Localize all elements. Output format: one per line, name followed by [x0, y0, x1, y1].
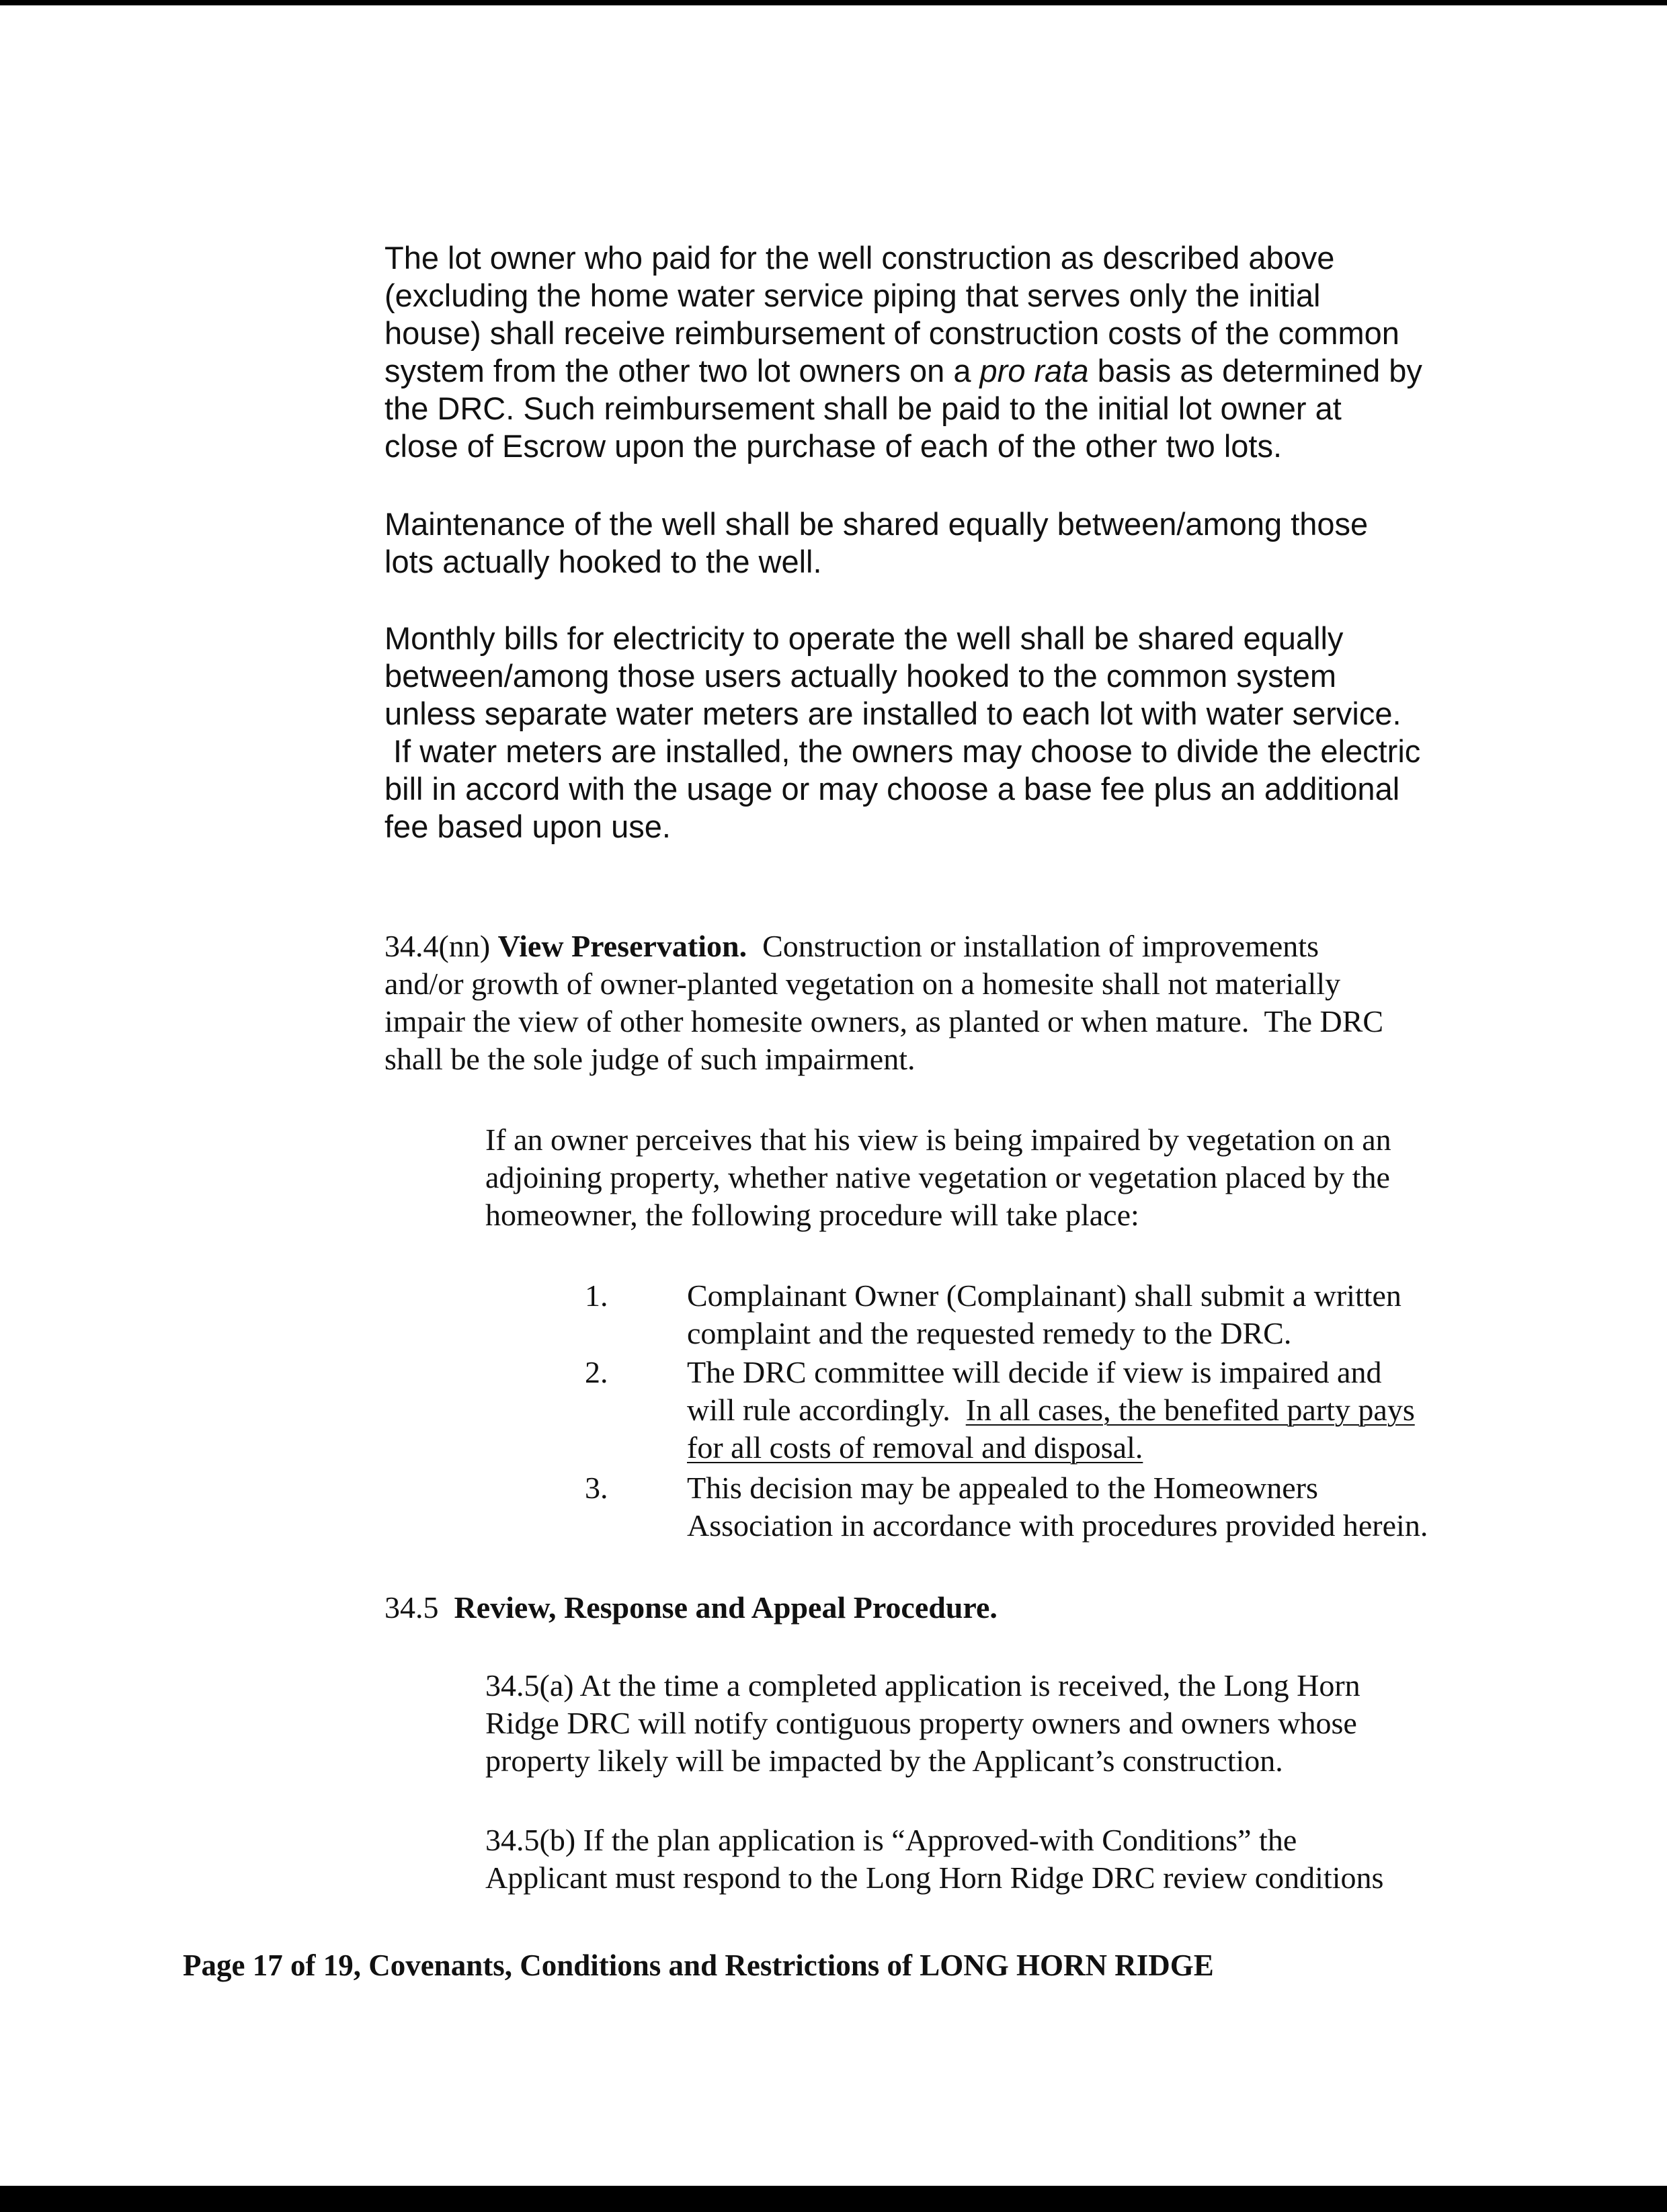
- section-34-5b-paragraph: [485, 1821, 1383, 1897]
- text-line: close of Escrow upon the purchase of each of the other two lots.: [384, 428, 1283, 464]
- list-item: [687, 1277, 1401, 1352]
- text-line: homeowner, the following procedure will take place:: [485, 1198, 1139, 1232]
- text-line: 34.5(a) At the time a completed application is received, the Long Horn: [485, 1668, 1360, 1703]
- text-line: If an owner perceives that his view is being impaired by vegetation on an: [485, 1122, 1391, 1157]
- underlined-text: for all costs of removal and disposal.: [687, 1430, 1143, 1465]
- list-item: [687, 1469, 1428, 1545]
- text-line: and/or growth of owner-planted vegetation on a homesite shall not materially: [384, 967, 1341, 1001]
- text-line: Monthly bills for electricity to operate the well shall be shared equally: [384, 620, 1344, 656]
- text-line: Ridge DRC will notify contiguous property owners and owners whose: [485, 1706, 1357, 1740]
- text-line: shall be the sole judge of such impairment.: [384, 1042, 916, 1076]
- text-line: [384, 352, 1422, 390]
- list-item: [687, 1354, 1415, 1467]
- section-number: 34.5: [384, 1590, 454, 1625]
- text-fragment: will rule accordingly.: [687, 1393, 966, 1427]
- list-item-number: 3.: [585, 1471, 608, 1505]
- text-line: bill in accord with the usage or may choose a base fee plus an additional: [384, 771, 1400, 807]
- text-line: The lot owner who paid for the well construction as described above: [384, 240, 1335, 276]
- text-line: the DRC. Such reimbursement shall be paid to the initial lot owner at: [384, 391, 1342, 426]
- well-reimbursement-paragraph: [384, 239, 1422, 465]
- text-line: If water meters are installed, the owners may choose to divide the electric: [384, 733, 1421, 769]
- text-line: lots actually hooked to the well.: [384, 544, 822, 579]
- text-line: The DRC committee will decide if view is impaired and: [687, 1355, 1382, 1389]
- scan-top-border: [0, 0, 1667, 5]
- section-heading: Review, Response and Appeal Procedure.: [454, 1590, 998, 1625]
- page-footer: Page 17 of 19, Covenants, Conditions and Restrictions of LONG HORN RIDGE: [183, 1949, 1214, 1982]
- section-number: 34.4(nn): [384, 929, 498, 963]
- well-maintenance-paragraph: [384, 505, 1368, 581]
- text-line: Association in accordance with procedures provided herein.: [687, 1508, 1428, 1543]
- text-line: This decision may be appealed to the Homeowners: [687, 1471, 1318, 1505]
- text-fragment: system from the other two lot owners on a: [384, 353, 980, 388]
- italic-term: pro rata: [979, 353, 1089, 388]
- section-34-5-heading: [384, 1589, 998, 1627]
- text-line: property likely will be impacted by the Applicant’s construction.: [485, 1744, 1283, 1778]
- scan-bottom-border: [0, 2186, 1667, 2212]
- text-line: [687, 1391, 1415, 1429]
- text-line: (excluding the home water service piping that serves only the initial: [384, 278, 1321, 313]
- text-line: [384, 928, 1383, 965]
- text-line: impair the view of other homesite owners, as planted or when mature. The DRC: [384, 1004, 1384, 1038]
- section-heading: View Preservation: [497, 929, 739, 963]
- text-line: Applicant must respond to the Long Horn Ridge DRC review conditions: [485, 1860, 1384, 1895]
- text-line: complaint and the requested remedy to the DRC.: [687, 1316, 1292, 1350]
- section-heading-period: .: [739, 929, 747, 963]
- underlined-text: In all cases, the benefited party pays: [965, 1393, 1415, 1427]
- section-34-5a-paragraph: [485, 1667, 1360, 1780]
- list-item-number: 2.: [585, 1355, 608, 1389]
- text-fragment: basis as determined by: [1088, 353, 1422, 388]
- text-fragment: Construction or installation of improvements: [747, 929, 1319, 963]
- view-preservation-section: [384, 928, 1383, 1078]
- list-item-number: 1.: [585, 1278, 608, 1313]
- procedure-intro-paragraph: [485, 1121, 1391, 1234]
- text-line: unless separate water meters are installed to each lot with water service.: [384, 696, 1401, 731]
- text-line: house) shall receive reimbursement of construction costs of the common: [384, 315, 1399, 351]
- text-line: [384, 1589, 998, 1627]
- text-line: Maintenance of the well shall be shared equally between/among those: [384, 506, 1369, 542]
- text-line: 34.5(b) If the plan application is “Approved-with Conditions” the: [485, 1823, 1297, 1857]
- text-line: adjoining property, whether native vegetation or vegetation placed by the: [485, 1160, 1390, 1194]
- text-line: Complainant Owner (Complainant) shall submit a written: [687, 1278, 1401, 1313]
- text-line: [687, 1429, 1415, 1467]
- electricity-bills-paragraph: [384, 620, 1420, 846]
- text-line: fee based upon use.: [384, 809, 671, 844]
- text-line: between/among those users actually hooked to the common system: [384, 658, 1336, 694]
